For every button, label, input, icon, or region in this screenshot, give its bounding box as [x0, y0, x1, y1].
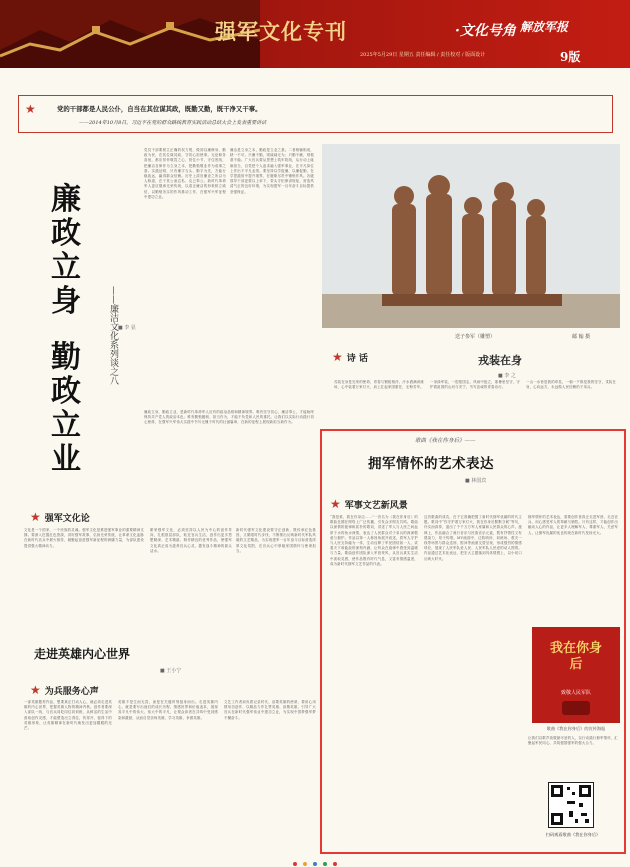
qiangjun-body-col3: 新时代强军文化建设要守正创新，既传承红色基因，又紧跟时代步伐，不断推出反映新时代军队风貌的文艺精品，为实现建军一百年奋斗目标营造浓厚文化氛围，在官兵心中厚植家国情怀与使命担当。 — [236, 528, 316, 553]
qr-caption: 扫码观看歌曲《我在你身后》 — [545, 832, 601, 837]
weibing-body-col3: 文艺工作者肩负着记录时代、讴歌英雄的使命，要用心用情用功创作，以精品力作礼赞英雄、致敬英雄，引导广大官兵在新时代强军伟业中建功立业，为实现中国梦强军梦不懈奋斗。 — [224, 700, 316, 720]
article-body-col1: “我是谁，我在你身边……”一首名为《我在你身后》的歌曲近期在网络上广泛传播，引发众多网友共鸣。歌曲以深情的旋律和质朴的歌词，讲述了军人与人民之间血浓于水的鱼水深情，表达了人民群众对子弟兵的深深敬意与拥护。作品以第一人称视角展开叙述，将军人守护与人民支持融为一体，生动诠释了军民团结如一人、试看天下谁能敌的深刻内涵，让听众在旋律中感受到温暖与力量。歌曲创作团队深入军营采风，从官兵真实生活中汲取灵感，使作品既有时代气息，又富有情感温度，成为新时代拥军文艺作品的代表。 — [330, 515, 418, 566]
article-author: ■ 林国宾 — [465, 478, 487, 484]
poem-stanza-3: 一山一水皆是我的牵挂，一朝一夕都是我的坚守，戎装在身，心向远方，永远做人民信赖的子弟兵。 — [526, 380, 616, 390]
weibing-body-col2: 英雄不是生而无畏，而是在关键时刻挺身而出。走进英雄内心，就是要写出他们的成长历程、情感世界和价值追求，展现其平凡中的伟大、伟大中的平凡，让观众读者在共鸣中受到感染和激励，从而自觉崇尚英雄、学习英雄、争做英雄。 — [118, 700, 218, 720]
newspaper-logo: 解放军报 — [520, 20, 569, 34]
weibing-body-col1: 一部英雄题材作品，想要真正打动人心，就必须走进英雄的内心世界，把握英雄人物的精神内核。创作者要深入部队一线，与官兵同吃同住同训练，从鲜活的生活中汲取创作灵感，才能塑造出立得住、传得开、留得下的英雄形象，让英雄精神在新时代焕发出更加耀眼的光芒。 — [24, 700, 112, 731]
star-icon: ★ — [25, 102, 36, 116]
poster-caption: 歌曲《我在你身后》的宣传海报 — [546, 726, 606, 731]
zoujin-heading: 走进英雄内心世界 — [34, 647, 131, 661]
poem-stanza-2: 一身绿军装，一腔报国志，风雨中挺立，寒暑里坚守，守护着祖国的山河与安宁，书写忠诚的青春诗行。 — [430, 380, 520, 390]
feature-author: ■ 李 显 — [118, 325, 136, 331]
photo-caption: 送子参军（雕塑） — [455, 334, 496, 340]
article-body-col3: 拥军情怀的艺术表达，需要创作者真正走进军营、走近官兵，用心感受军人的奉献与牺牲。只有这样，才能创作出触动人心的作品，让更多人理解军人、尊重军人、关爱军人，让拥军优属的优良传统在新时代发扬光大。 — [528, 515, 618, 535]
special-issue-title: 强军文化专刊 — [215, 19, 347, 44]
article-body-col2: 这首歌曲的成功，在于它准确把握了新时代拥军优属的时代主题。歌词中“你守护着万家灯火，我在你身后默默守候”等句，朴实而真挚，道出了千千万万军人家属和人民群众的心声。旋律上，作品融合了流行音乐与民族音乐元素，既有抒情性又有感染力，易于传唱。MV画面中，边防哨所、训练场、救灾一线等场景与群众送别、慰问等画面交替呈现，形成强烈的情感呼应，展现了人民军队爱人民、人民军队人民爱的动人图景。作品通过艺术化表达，把宏大主题落到具体情感上，以小切口反映大时代。 — [424, 515, 522, 561]
article-title: 拥军情怀的艺术表达 — [368, 456, 494, 472]
quote-box — [18, 95, 613, 133]
section-head-qiangjun: ★ 强军文化论 — [30, 510, 90, 524]
qr-icon — [549, 783, 593, 827]
qiangjun-body-col1: 文化是一个国家、一个民族的灵魂。强军文化是推进强军事业的重要精神支撑。要深入挖掘红色资源，讲好强军故事，弘扬光荣传统，让革命文化血脉在新时代官兵中薪火相传，凝聚起奋进强军新征程的磅礴力量，为部队建设提供强大精神动力。 — [24, 528, 144, 548]
feature-body-col2: 廉洁是立身之本，勤政是立业之基。二者相辅相成，缺一不可。只廉不勤，则碌碌无为；只勤不廉，则根基不稳。广大官兵要从思想上筑牢防线，从行动上砥砺担当，自觉把个人追求融入强军事业，在平凡岗位上作出不平凡业绩。要坚持以学促廉、以廉促勤，在学思践悟中提升境界，在履职尽责中锤炼作风。各级领导干部更要以上率下，带头守纪律讲规矩，营造风清气正的良好环境，为实现建军一百年奋斗目标提供坚强保证。 — [230, 148, 314, 194]
feature-body-col3: 廉政立身，勤政立业，是新时代革命军人应有的政治品格和精神境界。唯有坚守初心、廉洁奉公，才能始终保持共产党人的政治本色；唯有勤勉履职、担当作为，才能不负党和人民的重托。让我们以实际行动践行初心使命，在强军兴军伟大实践中书写无愧于时代的壮丽篇章，在新的征程上展现新担当新作为。 — [144, 410, 314, 425]
footer-dots — [0, 860, 630, 867]
article-subtitle: 歌曲《我在你身后》—— — [415, 438, 476, 444]
article-body-col3b: 让我们以歌声致敬最可爱的人，以行动践行拥军情怀，汇聚起军民同心、共筑强国强军的强大合力。 — [528, 736, 618, 746]
feature-series-label: ——廉洁文化系列谈之八 — [108, 286, 118, 385]
section-head-weibing: ★ 为兵服务心声 — [30, 683, 99, 697]
song-poster — [532, 627, 620, 723]
poem-author: ■ 李 之 — [498, 373, 516, 379]
poem-label: ★ 诗 话 — [332, 350, 368, 364]
masthead-banner — [0, 0, 630, 68]
quote-source: ——2014年10月8日，习近平在党的群众路线教育实践活动总结大会上发表重要讲话 — [79, 120, 267, 126]
poster-figure — [562, 701, 590, 715]
star-icon: ★ — [30, 683, 41, 697]
issue-date: 2025年5月29日 星期五 责任编辑 / 责任校对 / 版面设计 — [360, 52, 486, 58]
column-name: ·文化号角 — [455, 23, 516, 39]
star-icon: ★ — [330, 497, 341, 511]
sculpture-photo — [322, 144, 620, 328]
zoujin-author: ■ 王小宁 — [160, 668, 182, 674]
star-icon: ★ — [332, 350, 343, 364]
photo-credit: 邮 翰 摄 — [572, 334, 591, 340]
quote-text: 党的干部都是人民公仆，自当在其位谋其政，既勤又勤，既干净又干事。 — [57, 105, 262, 113]
poem-stanza-1: 戎装在身是光荣的使命，青春与钢枪相伴，汗水洒满训练场，心中装着万家灯火，肩上扛起家国重任，无悔芳华。 — [334, 380, 424, 390]
qr-code[interactable] — [548, 782, 594, 828]
page-number: 9版 — [560, 50, 581, 64]
poster-subtitle: 致敬人民军队 — [560, 690, 591, 696]
section-head-yishu: ★ 军事文艺新风景 — [330, 497, 408, 511]
feature-title: 廉 政 立 身 勤 政 立 业 — [51, 182, 81, 477]
sculpture-image — [322, 144, 620, 328]
poem-title: 戎装在身 — [478, 354, 522, 367]
feature-body-col1: 党员干部要树立正确的权力观，做到以廉修身、勤政为民，在其位谋其政，守初心担使命。无论职务高低，都应常怀敬畏之心，管住小节，守住底线，把廉洁自律作为立身之本，把勤勉敬业作为成事之基。实践证明，只有廉字当头、勤字为先，方能行稳致远，赢得群众信赖。历史上清官廉吏之所以为人称道，在于其公而忘私、克己奉公。新时代革命军人更应继承光荣传统，以清正廉洁的形象树立威信，以勤勉务实的作风推动工作，在强军兴军征程中建功立业。 — [144, 148, 226, 199]
qiangjun-body-col2: 繁荣强军文化，必须坚持以人民为中心的创作导向，扎根基层部队，贴近官兵生活，创作出更多思想精深、艺术精湛、制作精良的优秀作品，使强军文化真正成为滋养官兵心灵、激发战斗精神的源头活水。 — [150, 528, 232, 553]
star-icon: ★ — [30, 510, 41, 524]
poster-title: 我在你身后 — [549, 641, 602, 672]
